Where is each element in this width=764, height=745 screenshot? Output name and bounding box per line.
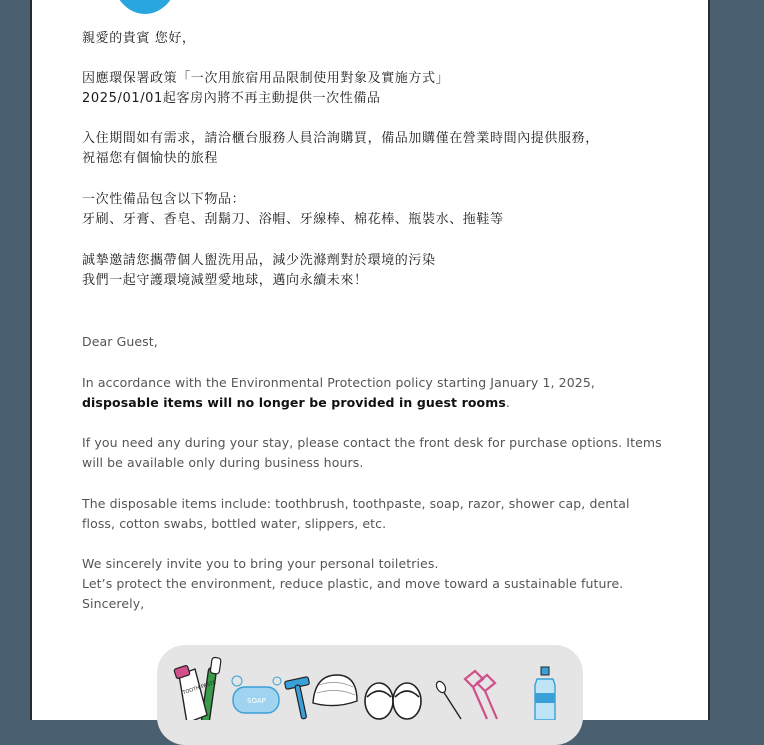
en-paragraph-2 [82, 433, 662, 473]
dental-floss-icon [465, 671, 497, 719]
zh-greeting [82, 29, 196, 49]
zh-p2-line-1: 入住期間如有需求，請洽櫃台服務人員洽詢購買，備品加購僅在營業時間內提供服務， [82, 131, 599, 146]
zh-p2-line-2: 祝福您有個愉快的旅程 [82, 151, 219, 166]
zh-paragraph-1 [82, 69, 449, 109]
razor-icon [284, 677, 309, 719]
en-p1-line-1: In accordance with the Environmental Protection policy starting January 1, 2025, [82, 375, 595, 390]
en-paragraph-1 [82, 373, 595, 413]
zh-p3-line-1: 一次性備品包含以下物品： [82, 192, 246, 207]
zh-p1-line-1: 因應環保署政策「一次用旅宿用品限制使用對象及實施方式」 [82, 71, 450, 86]
toothpaste-label: TOOTH PASTE [181, 679, 217, 697]
cotton-swab-icon [435, 680, 461, 719]
shower-cap-icon [313, 675, 357, 706]
zh-p3-line-2: 牙刷、牙膏、香皂、刮鬍刀、浴帽、牙線棒、棉花棒、瓶裝水、拖鞋等 [82, 212, 504, 227]
zh-paragraph-2 [82, 129, 599, 169]
en-greeting [82, 332, 158, 352]
en-p3-line-2: floss, cotton swabs, bottled water, slippers, etc. [82, 516, 387, 531]
en-p1-bold: disposable items will no longer be provided in guest rooms [82, 395, 506, 410]
en-p2-line-2: will be available only during business hours. [82, 455, 364, 470]
en-p3-line-1: The disposable items include: toothbrush, toothpaste, soap, razor, shower cap, dental [82, 496, 630, 511]
amenities-illustration [157, 645, 583, 745]
en-paragraph-3 [82, 494, 630, 534]
slippers-icon [365, 683, 421, 719]
en-p4-line-2: Let’s protect the environment, reduce plastic, and move toward a sustainable future. [82, 576, 624, 591]
en-paragraph-4 [82, 554, 623, 614]
zh-paragraph-4 [82, 251, 436, 291]
zh-p1-line-2: 2025/01/01起客房內將不再主動提供一次性備品 [82, 91, 381, 106]
en-p1-line-2 [82, 393, 595, 413]
zh-p4-line-2: 我們一起守護環境減塑愛地球，邁向永續未來！ [82, 273, 368, 288]
en-greeting-text: Dear Guest, [82, 334, 158, 349]
soap-label: SOAP [247, 697, 266, 705]
en-closing: Sincerely, [82, 596, 145, 611]
en-p1-end: . [505, 395, 510, 410]
zh-greeting-text: 親愛的貴賓 您好， [82, 31, 196, 46]
soap-icon [232, 676, 281, 713]
en-p4-line-1: We sincerely invite you to bring your personal toiletries. [82, 556, 439, 571]
zh-paragraph-3 [82, 190, 504, 230]
zh-p4-line-1: 誠摯邀請您攜帶個人盥洗用品，減少洗滌劑對於環境的污染 [82, 253, 436, 268]
water-bottle-icon [535, 667, 555, 720]
amenities-svg [157, 645, 583, 720]
en-p2-line-1: If you need any during your stay, please contact the front desk for purchase options. Items [82, 435, 662, 450]
